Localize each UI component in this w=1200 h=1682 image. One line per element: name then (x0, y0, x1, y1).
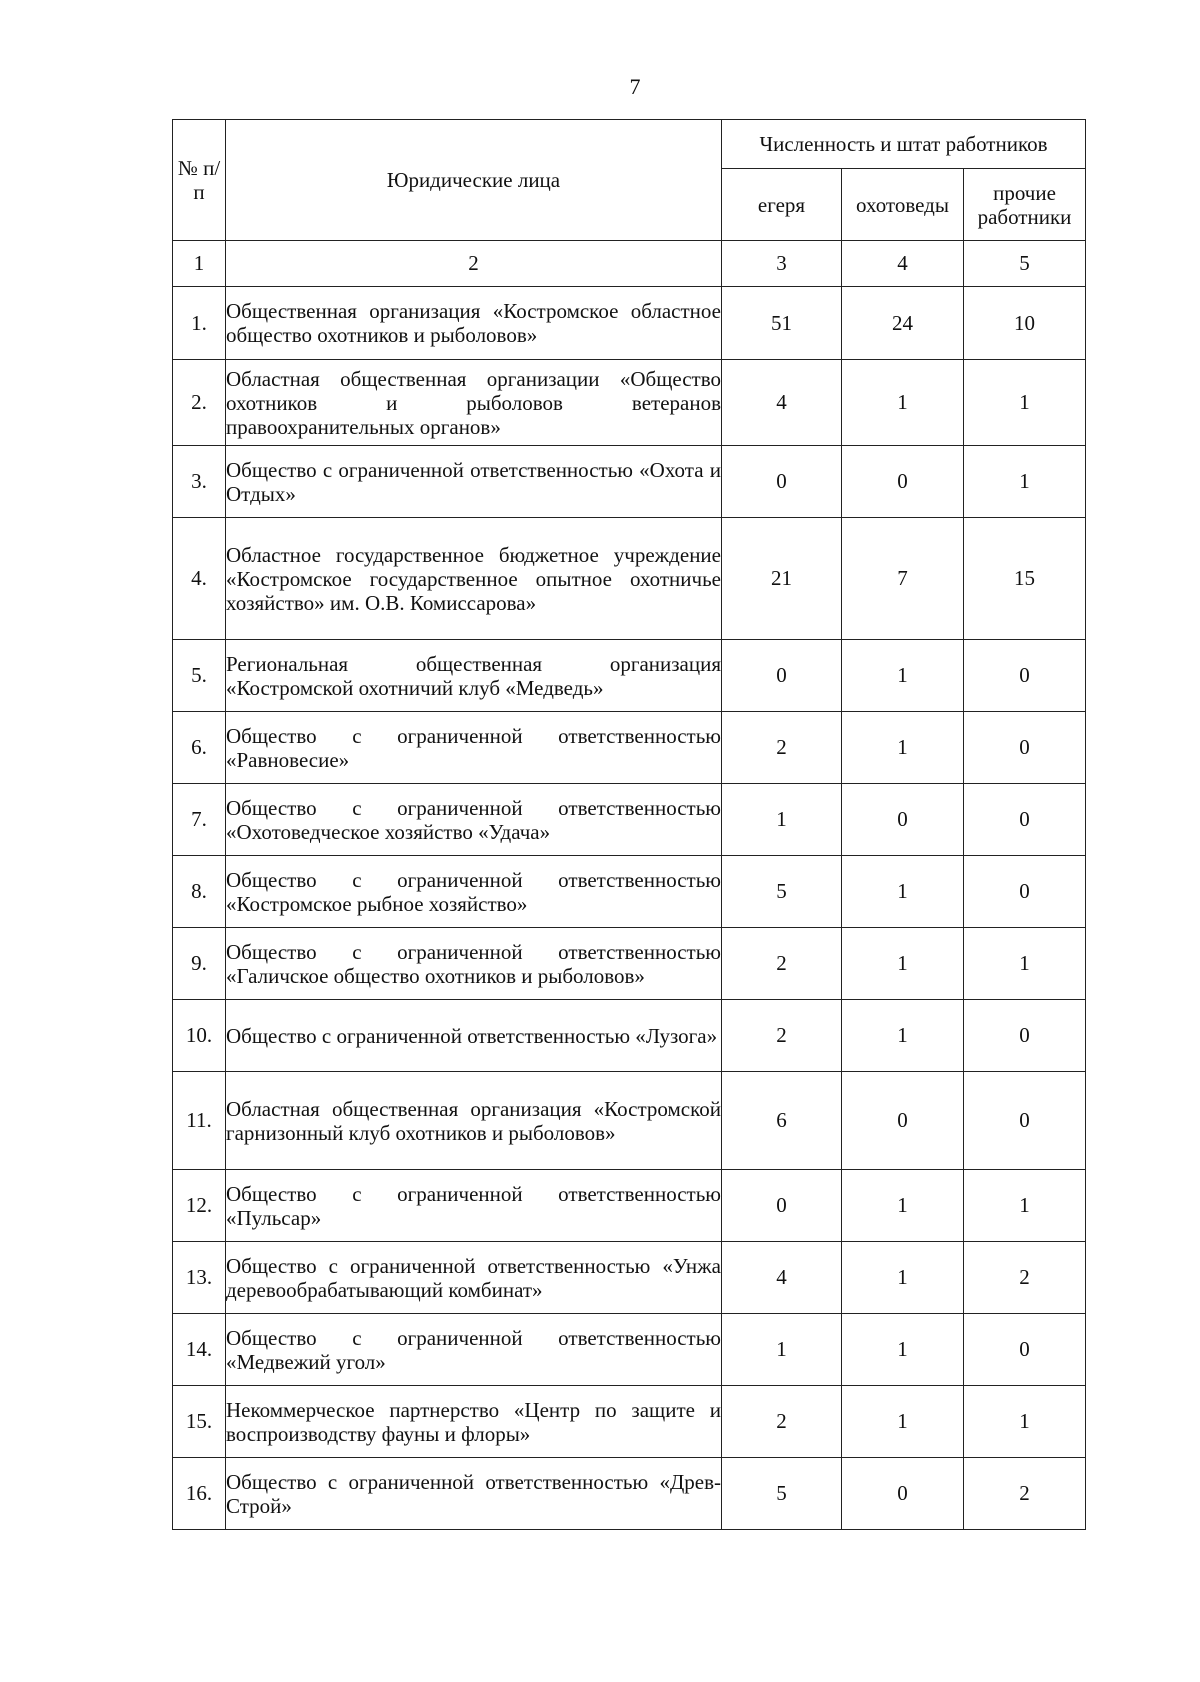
row-number: 1. (173, 287, 226, 360)
game-managers-count: 1 (842, 360, 964, 446)
rangers-count: 5 (722, 1458, 842, 1530)
rangers-count: 0 (722, 1170, 842, 1242)
other-workers-count: 0 (964, 640, 1086, 712)
other-workers-count: 2 (964, 1458, 1086, 1530)
entity-name: Областная общественная организация «Костромской гарнизонный клуб охотников и рыболовов» (226, 1072, 722, 1170)
game-managers-count: 7 (842, 518, 964, 640)
table-row (173, 518, 1086, 640)
page-number: 7 (629, 74, 641, 99)
row-number: 16. (173, 1458, 226, 1530)
entity-name: Общество с ограниченной ответственностью «Охотоведческое хозяйство «Удача» (226, 784, 722, 856)
game-managers-count: 1 (842, 640, 964, 712)
header-rangers: егеря (722, 169, 842, 241)
header-row (173, 120, 1086, 169)
other-workers-count: 0 (964, 856, 1086, 928)
header-entities: Юридические лица (226, 120, 722, 241)
other-workers-count: 0 (964, 784, 1086, 856)
row-number: 8. (173, 856, 226, 928)
column-number: 5 (964, 241, 1086, 287)
rangers-count: 5 (722, 856, 842, 928)
row-number: 7. (173, 784, 226, 856)
other-workers-count: 0 (964, 712, 1086, 784)
rangers-count: 6 (722, 1072, 842, 1170)
table-row (173, 712, 1086, 784)
table-row (173, 1242, 1086, 1314)
game-managers-count: 24 (842, 287, 964, 360)
other-workers-count: 1 (964, 1170, 1086, 1242)
rangers-count: 4 (722, 360, 842, 446)
rangers-count: 0 (722, 446, 842, 518)
other-workers-count: 1 (964, 360, 1086, 446)
rangers-count: 21 (722, 518, 842, 640)
game-managers-count: 1 (842, 1314, 964, 1386)
entity-name: Общество с ограниченной ответственностью «Пульсар» (226, 1170, 722, 1242)
table-row (173, 1000, 1086, 1072)
column-number: 2 (226, 241, 722, 287)
entity-name: Общественная организация «Костромское областное общество охотников и рыболовов» (226, 287, 722, 360)
table-row (173, 360, 1086, 446)
rangers-count: 2 (722, 928, 842, 1000)
rangers-count: 2 (722, 712, 842, 784)
table-row (173, 928, 1086, 1000)
entity-name: Некоммерческое партнерство «Центр по защите и воспроизводству фауны и флоры» (226, 1386, 722, 1458)
rangers-count: 1 (722, 1314, 842, 1386)
other-workers-count: 1 (964, 446, 1086, 518)
row-number: 11. (173, 1072, 226, 1170)
header-other-workers: прочие работники (964, 169, 1086, 241)
other-workers-count: 0 (964, 1000, 1086, 1072)
rangers-count: 1 (722, 784, 842, 856)
other-workers-count: 1 (964, 1386, 1086, 1458)
table-row (173, 1072, 1086, 1170)
entity-name: Общество с ограниченной ответственностью «Унжа деревообрабатывающий комбинат» (226, 1242, 722, 1314)
row-number: 3. (173, 446, 226, 518)
other-workers-count: 1 (964, 928, 1086, 1000)
rangers-count: 2 (722, 1386, 842, 1458)
other-workers-count: 10 (964, 287, 1086, 360)
game-managers-count: 0 (842, 1458, 964, 1530)
staff-table (172, 119, 1086, 1530)
entity-name: Общество с ограниченной ответственностью «Равновесие» (226, 712, 722, 784)
row-number: 12. (173, 1170, 226, 1242)
table-row (173, 287, 1086, 360)
column-number: 4 (842, 241, 964, 287)
entity-name: Областное государственное бюджетное учреждение «Костромское государственное опытное охотничье хозяйство» им. О.В. Комиссарова» (226, 518, 722, 640)
row-number: 9. (173, 928, 226, 1000)
game-managers-count: 1 (842, 1242, 964, 1314)
game-managers-count: 0 (842, 446, 964, 518)
game-managers-count: 1 (842, 1170, 964, 1242)
table-row (173, 1458, 1086, 1530)
game-managers-count: 1 (842, 928, 964, 1000)
game-managers-count: 1 (842, 1386, 964, 1458)
row-number: 4. (173, 518, 226, 640)
entity-name: Общество с ограниченной ответственностью «Охота и Отдых» (226, 446, 722, 518)
row-number: 15. (173, 1386, 226, 1458)
rangers-count: 2 (722, 1000, 842, 1072)
row-number: 13. (173, 1242, 226, 1314)
entity-name: Общество с ограниченной ответственностью «Галичское общество охотников и рыболовов» (226, 928, 722, 1000)
header-game-managers: охотоведы (842, 169, 964, 241)
entity-name: Общество с ограниченной ответственностью «Костромское рыбное хозяйство» (226, 856, 722, 928)
game-managers-count: 1 (842, 856, 964, 928)
entity-name: Общество с ограниченной ответственностью «Древ-Строй» (226, 1458, 722, 1530)
column-number: 3 (722, 241, 842, 287)
table-row (173, 784, 1086, 856)
other-workers-count: 15 (964, 518, 1086, 640)
other-workers-count: 0 (964, 1072, 1086, 1170)
game-managers-count: 1 (842, 1000, 964, 1072)
game-managers-count: 0 (842, 784, 964, 856)
header-npp: № п/п (173, 120, 226, 241)
table-row (173, 446, 1086, 518)
other-workers-count: 0 (964, 1314, 1086, 1386)
entity-name: Региональная общественная организация «Костромской охотничий клуб «Медведь» (226, 640, 722, 712)
entity-name: Областная общественная организации «Общество охотников и рыболовов ветеранов правоохранительных органов» (226, 360, 722, 446)
column-number: 1 (173, 241, 226, 287)
game-managers-count: 0 (842, 1072, 964, 1170)
table-row (173, 1314, 1086, 1386)
row-number: 6. (173, 712, 226, 784)
entity-name: Общество с ограниченной ответственностью «Медвежий угол» (226, 1314, 722, 1386)
row-number: 10. (173, 1000, 226, 1072)
row-number: 2. (173, 360, 226, 446)
entity-name: Общество с ограниченной ответственностью «Лузога» (226, 1000, 722, 1072)
game-managers-count: 1 (842, 712, 964, 784)
table-row (173, 1170, 1086, 1242)
other-workers-count: 2 (964, 1242, 1086, 1314)
rangers-count: 4 (722, 1242, 842, 1314)
table-row (173, 640, 1086, 712)
header-staff-group: Численность и штат работников (722, 120, 1086, 169)
row-number: 5. (173, 640, 226, 712)
rangers-count: 0 (722, 640, 842, 712)
table-row (173, 856, 1086, 928)
table-row (173, 1386, 1086, 1458)
column-numbers-row (173, 241, 1086, 287)
row-number: 14. (173, 1314, 226, 1386)
rangers-count: 51 (722, 287, 842, 360)
